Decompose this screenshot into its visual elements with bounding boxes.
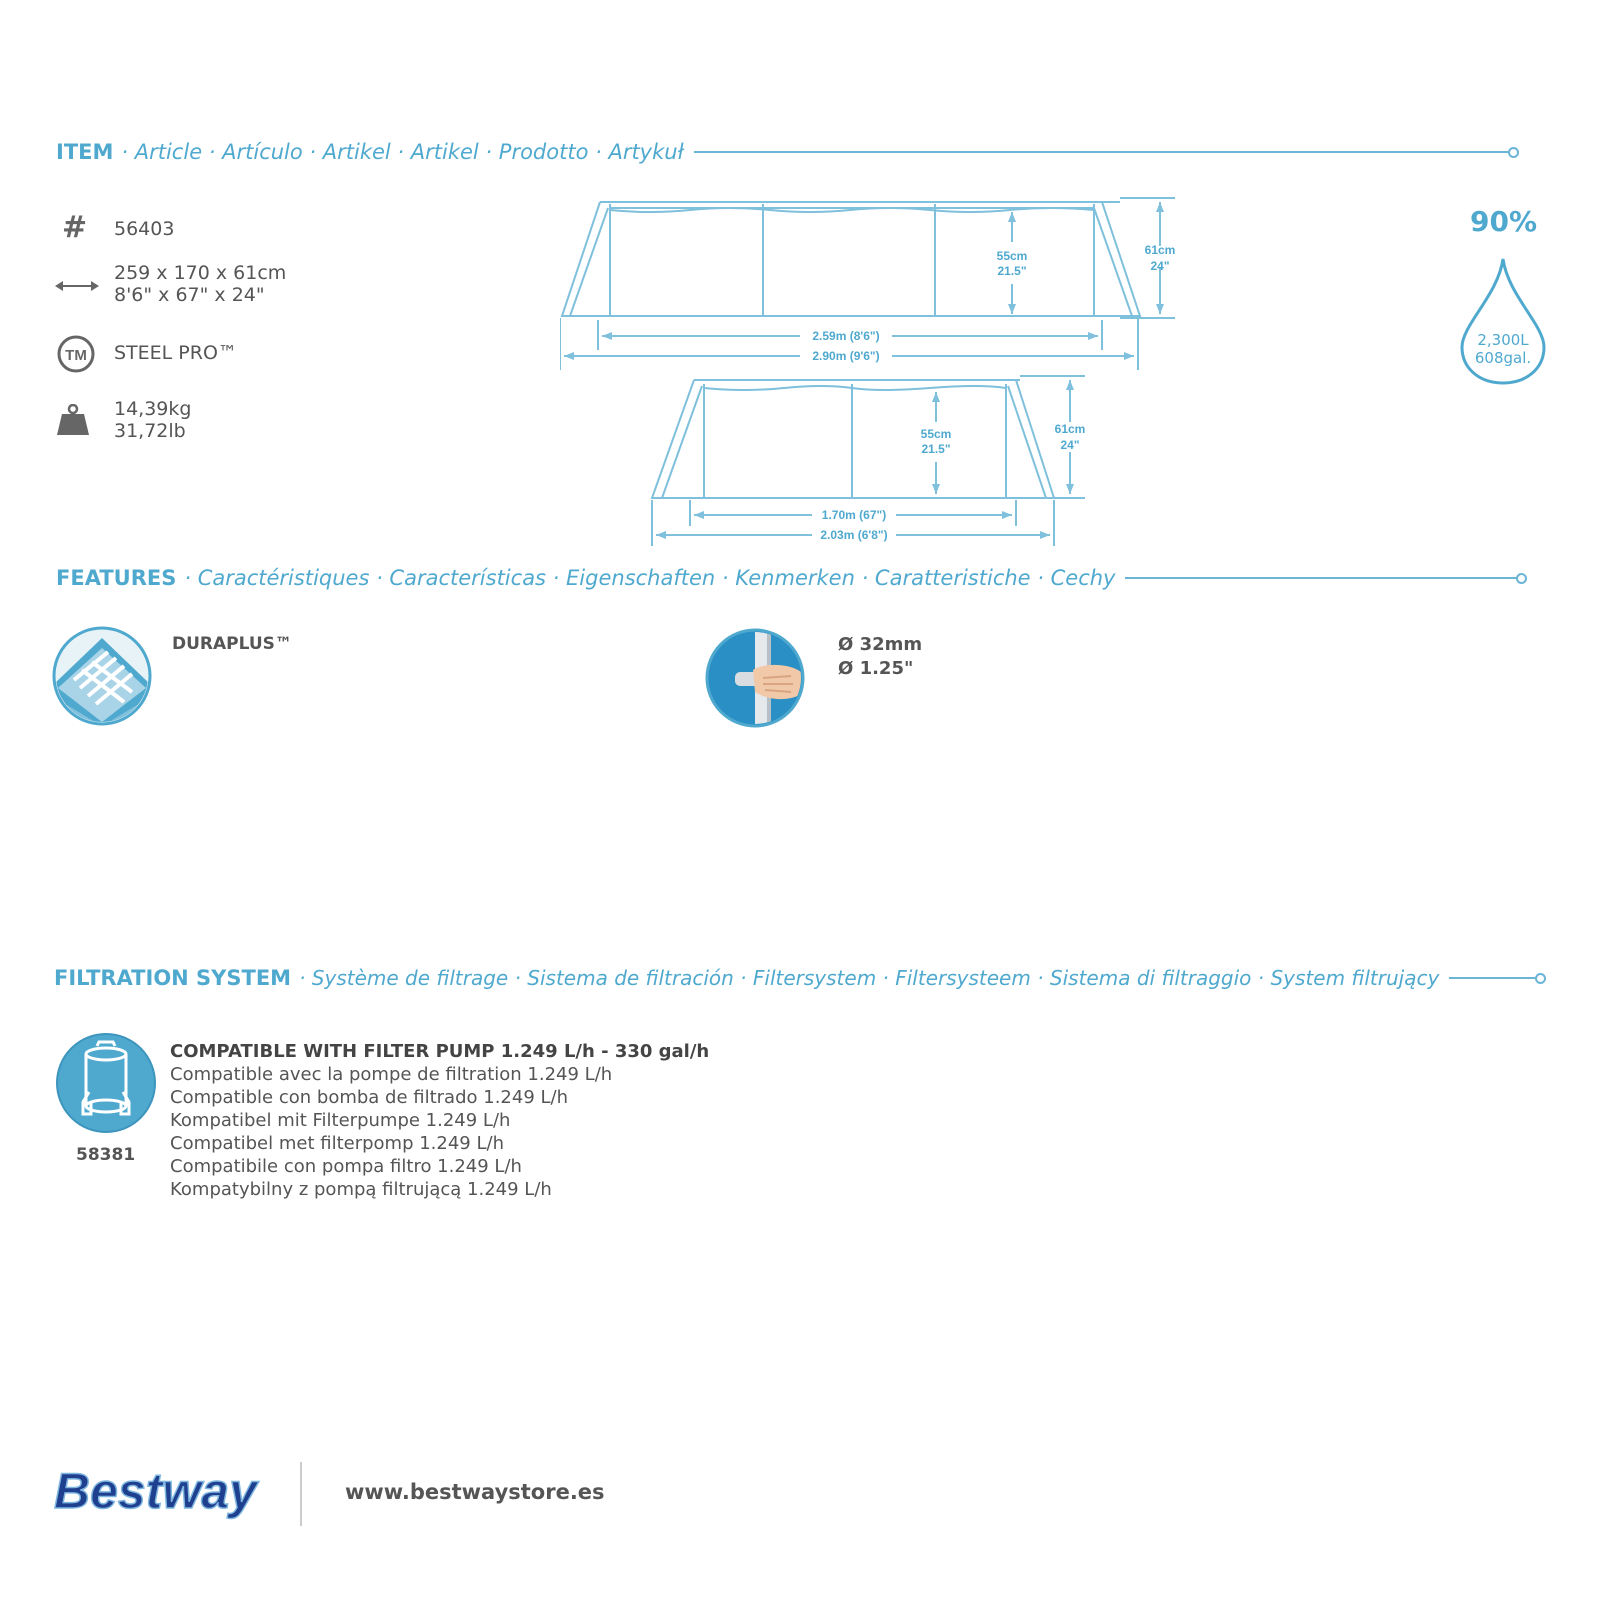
filter-pump-code: 58381 <box>76 1145 136 1165</box>
steel-pipe-icon <box>705 628 805 728</box>
trademark-icon <box>56 334 96 378</box>
filtration-title-translations: · Système de filtrage · Sistema de filtración · Filtersystem · Filtersysteem · Sistema di filtraggio · System filtrujący <box>299 966 1440 990</box>
filter-compat-line-es: Compatible con bomba de filtrado 1.249 L/h <box>170 1087 569 1108</box>
filter-compat-line-en: COMPATIBLE WITH FILTER PUMP 1.249 L/h - 330 gal/h <box>170 1041 710 1062</box>
water-drop-icon <box>1458 255 1548 387</box>
fill-percent: 90% <box>1470 205 1538 238</box>
pool-dimension-diagram <box>560 190 1200 560</box>
footer-divider <box>300 1462 302 1526</box>
filter-compat-line-fr: Compatible avec la pompe de filtration 1.249 L/h <box>170 1064 613 1085</box>
width-inner-label: 1.70m (67") <box>821 508 887 522</box>
hash-icon: # <box>62 210 88 245</box>
store-url-link[interactable]: www.bestwaystore.es <box>345 1480 605 1504</box>
filter-compat-line-de: Kompatibel mit Filterpumpe 1.249 L/h <box>170 1110 511 1131</box>
weight-icon <box>56 404 90 440</box>
filter-pump-icon <box>55 1032 157 1134</box>
dimensions-metric: 259 x 170 x 61cm <box>114 262 287 284</box>
item-section-header <box>56 140 1511 164</box>
short-side-height-cm: 61cm <box>1054 422 1086 436</box>
length-outer-label: 2.90m (9'6") <box>812 349 880 363</box>
long-side-height-cm: 61cm <box>1144 243 1176 257</box>
filter-compat-line-nl: Compatibel met filterpomp 1.249 L/h <box>170 1133 504 1154</box>
item-title-translations: · Article · Artículo · Artikel · Artikel · Prodotto · Artykuł <box>121 140 684 164</box>
features-section-header <box>56 566 1519 590</box>
duraplus-material-icon <box>52 626 152 726</box>
filtration-section-header <box>54 966 1538 990</box>
capacity-liters: 2,300L <box>1477 331 1529 349</box>
filter-compat-line-pl: Kompatybilny z pompą filtrującą 1.249 L/h <box>170 1179 552 1200</box>
filter-compatibility-list <box>170 1040 709 1201</box>
material-name: STEEL PRO™ <box>114 342 237 364</box>
width-outer-label: 2.03m (6'8") <box>820 528 888 542</box>
filter-compat-line-it: Compatibile con pompa filtro 1.249 L/h <box>170 1156 522 1177</box>
short-side-depth-cm: 55cm <box>920 427 952 441</box>
dimensions-arrow-icon <box>55 277 99 296</box>
length-inner-label: 2.59m (8'6") <box>812 329 880 343</box>
tm-badge-text: TM <box>65 347 87 364</box>
pipe-diameter-in: Ø 1.25" <box>838 658 914 679</box>
bestway-logo <box>50 1458 270 1528</box>
long-side-height-in: 24" <box>1150 259 1170 273</box>
features-title-translations: · Caractéristiques · Características · Eigenschaften · Kenmerken · Caratteristiche · Cechy <box>184 566 1116 590</box>
long-side-depth-cm: 55cm <box>996 249 1028 263</box>
section-rule <box>1125 577 1519 579</box>
section-rule <box>694 151 1511 153</box>
short-side-height-in: 24" <box>1060 438 1080 452</box>
duraplus-label: DURAPLUS™ <box>172 634 292 654</box>
weight-kg: 14,39kg <box>114 398 192 420</box>
weight-lb: 31,72lb <box>114 420 186 442</box>
features-title: FEATURES <box>56 566 177 590</box>
section-rule <box>1449 977 1538 979</box>
long-side-depth-in: 21.5" <box>997 264 1027 278</box>
filtration-title: FILTRATION SYSTEM <box>54 966 292 990</box>
capacity-gallons: 608gal. <box>1474 349 1532 367</box>
dimensions-imperial: 8'6" x 67" x 24" <box>114 284 265 306</box>
item-code: 56403 <box>114 218 175 240</box>
item-title: ITEM <box>56 140 114 164</box>
bestway-logo-text: Bestway <box>54 1463 257 1519</box>
pipe-diameter-mm: Ø 32mm <box>838 634 923 655</box>
short-side-depth-in: 21.5" <box>921 442 951 456</box>
